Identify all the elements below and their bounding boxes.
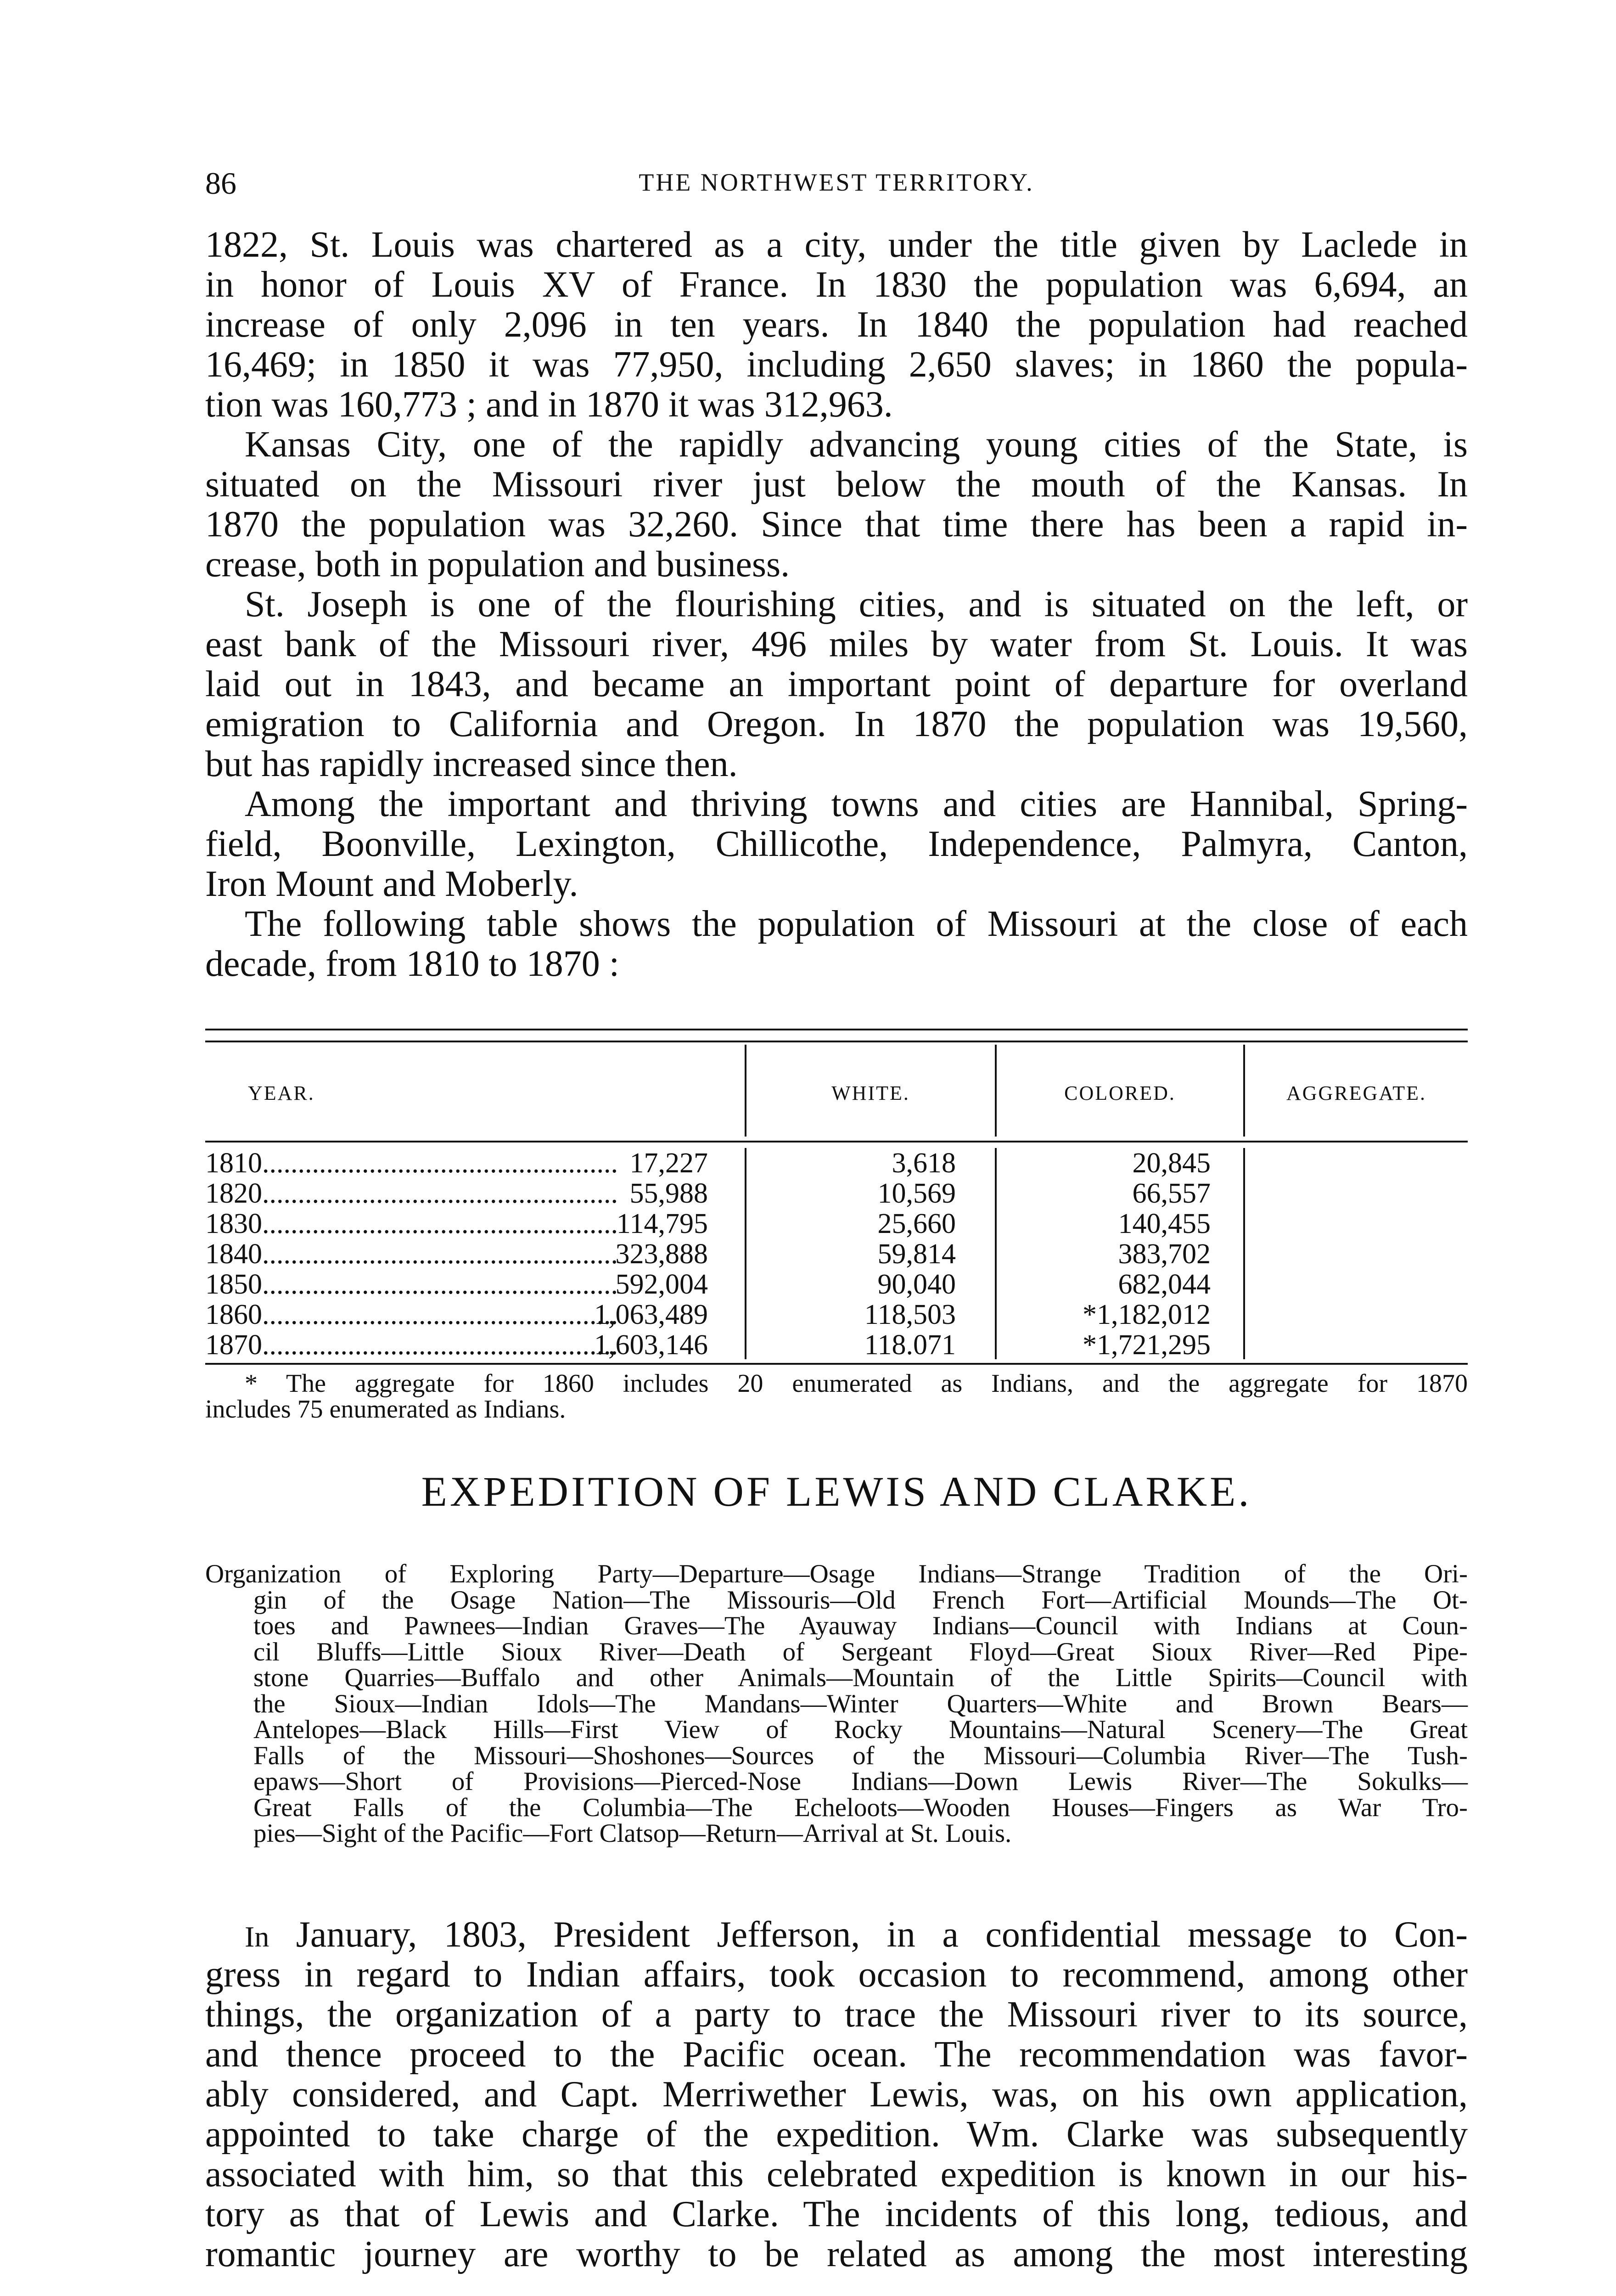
cell-colored: 10,569 <box>877 1178 956 1209</box>
cell-colored: 3,618 <box>892 1148 956 1179</box>
text-line: and thence proceed to the Pacific ocean. The recommendation was favor- <box>205 2034 1468 2075</box>
chapter-title: EXPEDITION OF LEWIS AND CLARKE. <box>421 1468 1252 1515</box>
text-line: cil Bluffs—Little Sioux River—Death of Sergeant Floyd—Great Sioux River—Red Pipe- <box>253 1637 1468 1666</box>
cell-white: 55,988 <box>629 1178 708 1209</box>
text-line: the Sioux—Indian Idols—The Mandans—Winter Quarters—White and Brown Bears— <box>253 1689 1468 1718</box>
table-row <box>205 1269 1468 1300</box>
dot-leader: .................................................. <box>262 1209 618 1239</box>
text-line: 1870 the population was 32,260. Since that time there has been a rapid in- <box>205 504 1468 545</box>
text-line: situated on the Missouri river just below the mouth of the Kansas. In <box>205 464 1468 505</box>
text-line: Great Falls of the Columbia—The Echeloots—Wooden Houses—Fingers as War Tro- <box>253 1793 1468 1822</box>
text-line: Among the important and thriving towns and cities are Hannibal, Spring- <box>245 784 1468 824</box>
cell-aggregate: *1,721,295 <box>1083 1329 1211 1361</box>
table-row <box>205 1239 1468 1269</box>
text-line: laid out in 1843, and became an important point of departure for overland <box>205 664 1468 704</box>
text-line: 1822, St. Louis was chartered as a city, under the title given by Laclede in <box>205 225 1468 265</box>
text-line: stone Quarries—Buffalo and other Animals—Mountain of the Little Spirits—Council with <box>253 1663 1468 1692</box>
small-caps-lead: In <box>245 1920 269 1953</box>
text-line: gin of the Osage Nation—The Missouris—Old French Fort—Artificial Mounds—The Ot- <box>253 1585 1468 1615</box>
header-year: YEAR. <box>248 1082 315 1104</box>
footnote-line: includes 75 enumerated as Indians. <box>205 1395 566 1424</box>
header-aggregate: AGGREGATE. <box>1286 1082 1426 1104</box>
cell-year: 1860.................................................. <box>205 1300 618 1330</box>
table-row <box>205 1300 1468 1330</box>
cell-aggregate: 20,845 <box>1132 1148 1211 1179</box>
cell-white: 114,795 <box>616 1208 708 1239</box>
text-line: but has rapidly increased since then. <box>205 744 738 784</box>
text-line: The following table shows the population of Missouri at the close of each <box>245 904 1468 944</box>
text-line: pies—Sight of the Pacific—Fort Clatsop—Return—Arrival at St. Louis. <box>253 1819 1012 1848</box>
cell-aggregate: 383,702 <box>1118 1238 1211 1270</box>
chapter-summary <box>205 1561 1468 1847</box>
paragraph-towns <box>205 784 1468 904</box>
cell-white: 17,227 <box>629 1148 708 1179</box>
paragraph-st-louis <box>205 225 1468 425</box>
text-line: associated with him, so that this celebrated expedition is known in our his- <box>205 2154 1468 2195</box>
text-line: tion was 160,773 ; and in 1870 it was 312,963. <box>205 384 893 425</box>
dot-leader: .................................................. <box>262 1178 618 1209</box>
page-header <box>205 165 1468 207</box>
text-line: appointed to take charge of the expedition. Wm. Clarke was subsequently <box>205 2114 1468 2155</box>
cell-aggregate: 66,557 <box>1132 1178 1211 1209</box>
table-row <box>205 1330 1468 1360</box>
text-line: Antelopes—Black Hills—First View of Rocky Mountains—Natural Scenery—The Great <box>253 1715 1468 1744</box>
table-top-rule-2 <box>205 1041 1468 1042</box>
text-line: epaws—Short of Provisions—Pierced-Nose Indians—Down Lewis River—The Sokulks— <box>253 1767 1468 1796</box>
table-top-rule <box>205 1029 1468 1030</box>
cell-year: 1810.................................................. <box>205 1148 618 1178</box>
text-line: Kansas City, one of the rapidly advancing young cities of the State, is <box>245 424 1468 465</box>
page-number: 86 <box>205 166 236 201</box>
dot-leader: .................................................. <box>262 1239 618 1269</box>
text-line: things, the organization of a party to trace the Missouri river to its source, <box>205 1994 1468 2035</box>
text-line: crease, both in population and business. <box>205 544 790 585</box>
paragraph-table-intro <box>205 904 1468 984</box>
footnote-line: * The aggregate for 1860 includes 20 enumerated as Indians, and the aggregate for 1870 <box>245 1369 1468 1398</box>
dot-leader: .................................................. <box>262 1330 618 1360</box>
text-line: increase of only 2,096 in ten years. In 1840 the population had reached <box>205 304 1468 345</box>
text-line: Falls of the Missouri—Shoshones—Sources of the Missouri—Columbia River—The Tush- <box>253 1741 1468 1770</box>
text-line: field, Boonville, Lexington, Chillicothe, Independence, Palmyra, Canton, <box>205 824 1468 864</box>
text-line: romantic journey are worthy to be related as among the most interesting <box>205 2234 1468 2274</box>
table-footnote <box>205 1371 1468 1422</box>
table-bottom-rule <box>205 1363 1468 1365</box>
text-line: ably considered, and Capt. Merriwether Lewis, was, on his own application, <box>205 2074 1468 2115</box>
header-bottom-rule <box>205 1141 1468 1142</box>
cell-aggregate: 682,044 <box>1118 1269 1211 1300</box>
cell-year: 1830.................................................. <box>205 1209 618 1239</box>
cell-colored: 59,814 <box>877 1238 956 1270</box>
cell-white: 323,888 <box>615 1238 708 1270</box>
header-white: WHITE. <box>831 1082 910 1104</box>
cell-year: 1840.................................................. <box>205 1239 618 1269</box>
table-row <box>205 1178 1468 1209</box>
cell-year: 1850.................................................. <box>205 1269 618 1300</box>
text-line: toes and Pawnees—Indian Graves—The Ayauway Indians—Council with Indians at Coun- <box>253 1611 1468 1640</box>
cell-colored: 118.071 <box>864 1329 956 1361</box>
cell-aggregate: *1,182,012 <box>1083 1299 1211 1330</box>
text-line: gress in regard to Indian affairs, took occasion to recommend, among other <box>205 1954 1468 1995</box>
text-line: Iron Mount and Moberly. <box>205 864 578 904</box>
paragraph-st-joseph <box>205 585 1468 784</box>
running-title: THE NORTHWEST TERRITORY. <box>639 169 1034 196</box>
header-colored: COLORED. <box>1064 1082 1176 1104</box>
opening-first-line: In January, 1803, President Jefferson, in a confidential message to Con- <box>245 1914 1468 1955</box>
text-line: in honor of Louis XV of France. In 1830 the population was 6,694, an <box>205 264 1468 305</box>
text-line: 16,469; in 1850 it was 77,950, including 2,650 slaves; in 1860 the popula- <box>205 344 1468 385</box>
text-line: emigration to California and Oregon. In 1870 the population was 19,560, <box>205 704 1468 744</box>
text-line: St. Joseph is one of the flourishing cities, and is situated on the left, or <box>245 584 1468 625</box>
cell-colored: 118,503 <box>864 1299 956 1330</box>
text-line: decade, from 1810 to 1870 : <box>205 944 619 984</box>
cell-colored: 90,040 <box>877 1269 956 1300</box>
cell-year: 1870.................................................. <box>205 1330 618 1360</box>
cell-colored: 25,660 <box>877 1208 956 1239</box>
text-line: Organization of Exploring Party—Departure—Osage Indians—Strange Tradition of the Ori- <box>205 1559 1468 1588</box>
cell-white: 1,603,146 <box>594 1329 708 1361</box>
table-row <box>205 1209 1468 1239</box>
paragraph-kansas-city <box>205 425 1468 585</box>
cell-aggregate: 140,455 <box>1118 1208 1211 1239</box>
cell-white: 592,004 <box>615 1269 708 1300</box>
dot-leader: .................................................. <box>262 1148 618 1178</box>
dot-leader: .................................................. <box>262 1269 618 1300</box>
chapter-opening <box>205 1915 1468 2274</box>
body-text-top <box>205 225 1468 984</box>
text-line: tory as that of Lewis and Clarke. The incidents of this long, tedious, and <box>205 2194 1468 2234</box>
dot-leader: .................................................. <box>262 1300 618 1330</box>
cell-white: 1,063,489 <box>594 1299 708 1330</box>
table-row <box>205 1148 1468 1178</box>
text-line: east bank of the Missouri river, 496 miles by water from St. Louis. It was <box>205 624 1468 664</box>
cell-year: 1820.................................................. <box>205 1178 618 1209</box>
